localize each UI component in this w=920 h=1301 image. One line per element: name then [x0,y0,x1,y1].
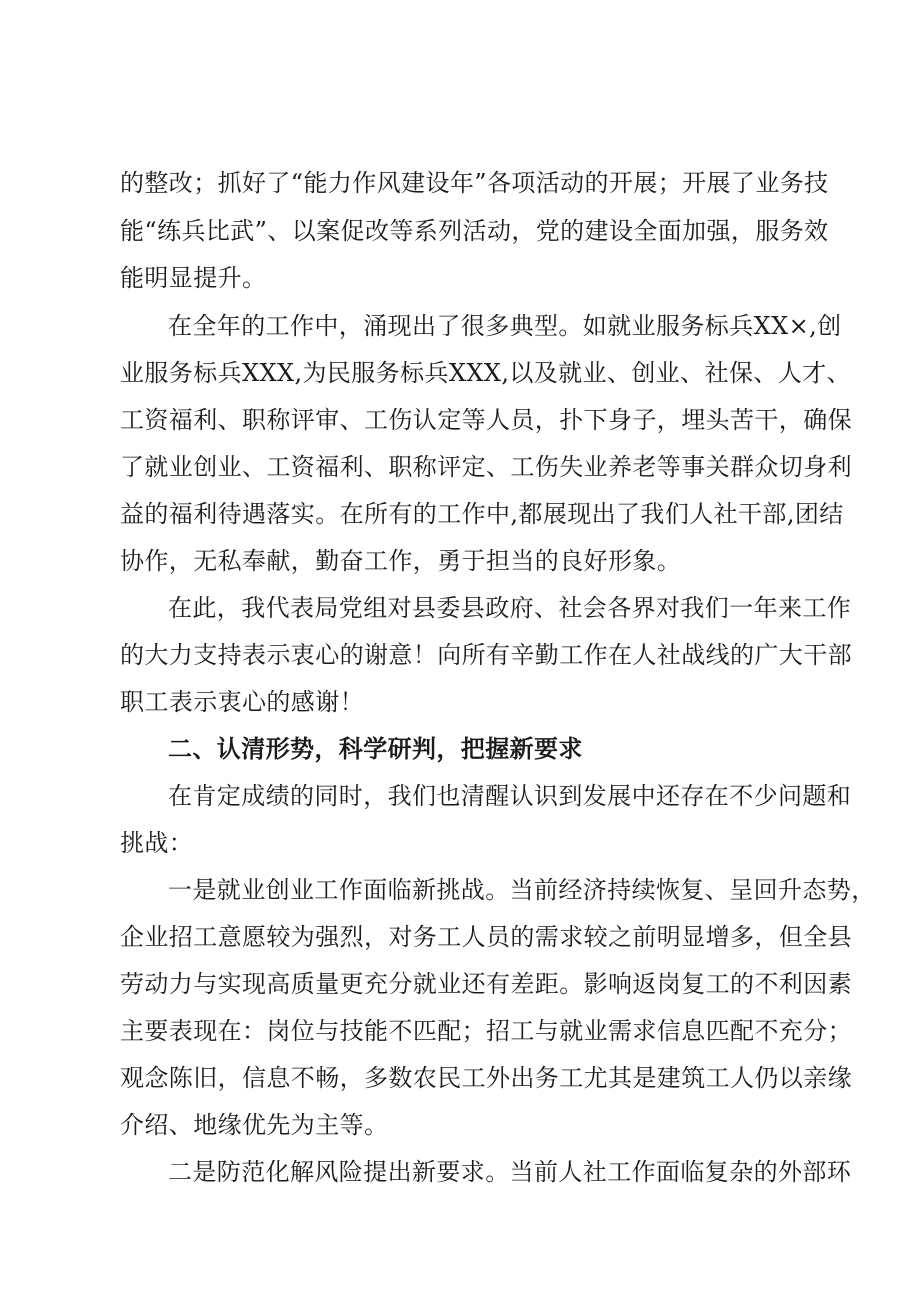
text-line: 观念陈旧，信息不畅，多数农民工外出务工尤其是建筑工人仍以亲缘 [120,1064,852,1092]
text-line: 的整改；抓好了“能力作风建设年”各项活动的开展；开展了业务技 [120,169,829,197]
text-line: 协作，无私奉献，勤奋工作，勇于担当的良好形象。 [120,547,682,575]
text-line: 了就业创业、工资福利、职称评定、工伤失业养老等事关群众切身利 [120,453,852,481]
text-line: 介绍、地缘优先为主等。 [120,1111,389,1139]
text-line: 能明显提升。 [120,264,267,292]
text-line: 企业招工意愿较为强烈，对务工人员的需求较之前明显增多，但全县 [120,923,852,951]
text-line: 挑战： [120,829,194,857]
text-line: 业服务标兵XXX,为民服务标兵XXX,以及就业、创业、社保、人才、 [120,359,851,387]
text-line: 职工表示衷心的感谢！ [120,688,364,716]
section-heading: 二、认清形势，科学研判，把握新要求 [168,735,583,763]
text-line: 的大力支持表示衷心的谢意！向所有辛勤工作在人社战线的广大干部 [120,641,852,669]
text-line: 工资福利、职称评审、工伤认定等人员，扑下身子，埋头苦干，确保 [120,406,852,434]
text-line: 主要表现在：岗位与技能不匹配；招工与就业需求信息匹配不充分； [120,1017,852,1045]
text-line: 能“练兵比武”、以案促改等系列活动，党的建设全面加强，服务效 [120,217,829,245]
paragraph-first-line: 在此，我代表局党组对县委县政府、社会各界对我们一年来工作 [168,594,852,622]
paragraph-first-line: 二是防范化解风险提出新要求。当前人社工作面临复杂的外部环 [168,1158,852,1186]
paragraph-first-line: 在全年的工作中，涌现出了很多典型。如就业服务标兵XX×,创 [168,312,842,340]
paragraph-first-line: 一是就业创业工作面临新挑战。当前经济持续恢复、呈回升态势， [168,876,876,904]
text-line: 劳动力与实现高质量更充分就业还有差距。影响返岗复工的不利因素 [120,970,852,998]
paragraph-first-line: 在肯定成绩的同时，我们也清醒认识到发展中还存在不少问题和 [168,782,852,810]
text-line: 益的福利待遇落实。在所有的工作中,都展现出了我们人社干部,团结 [120,500,844,528]
